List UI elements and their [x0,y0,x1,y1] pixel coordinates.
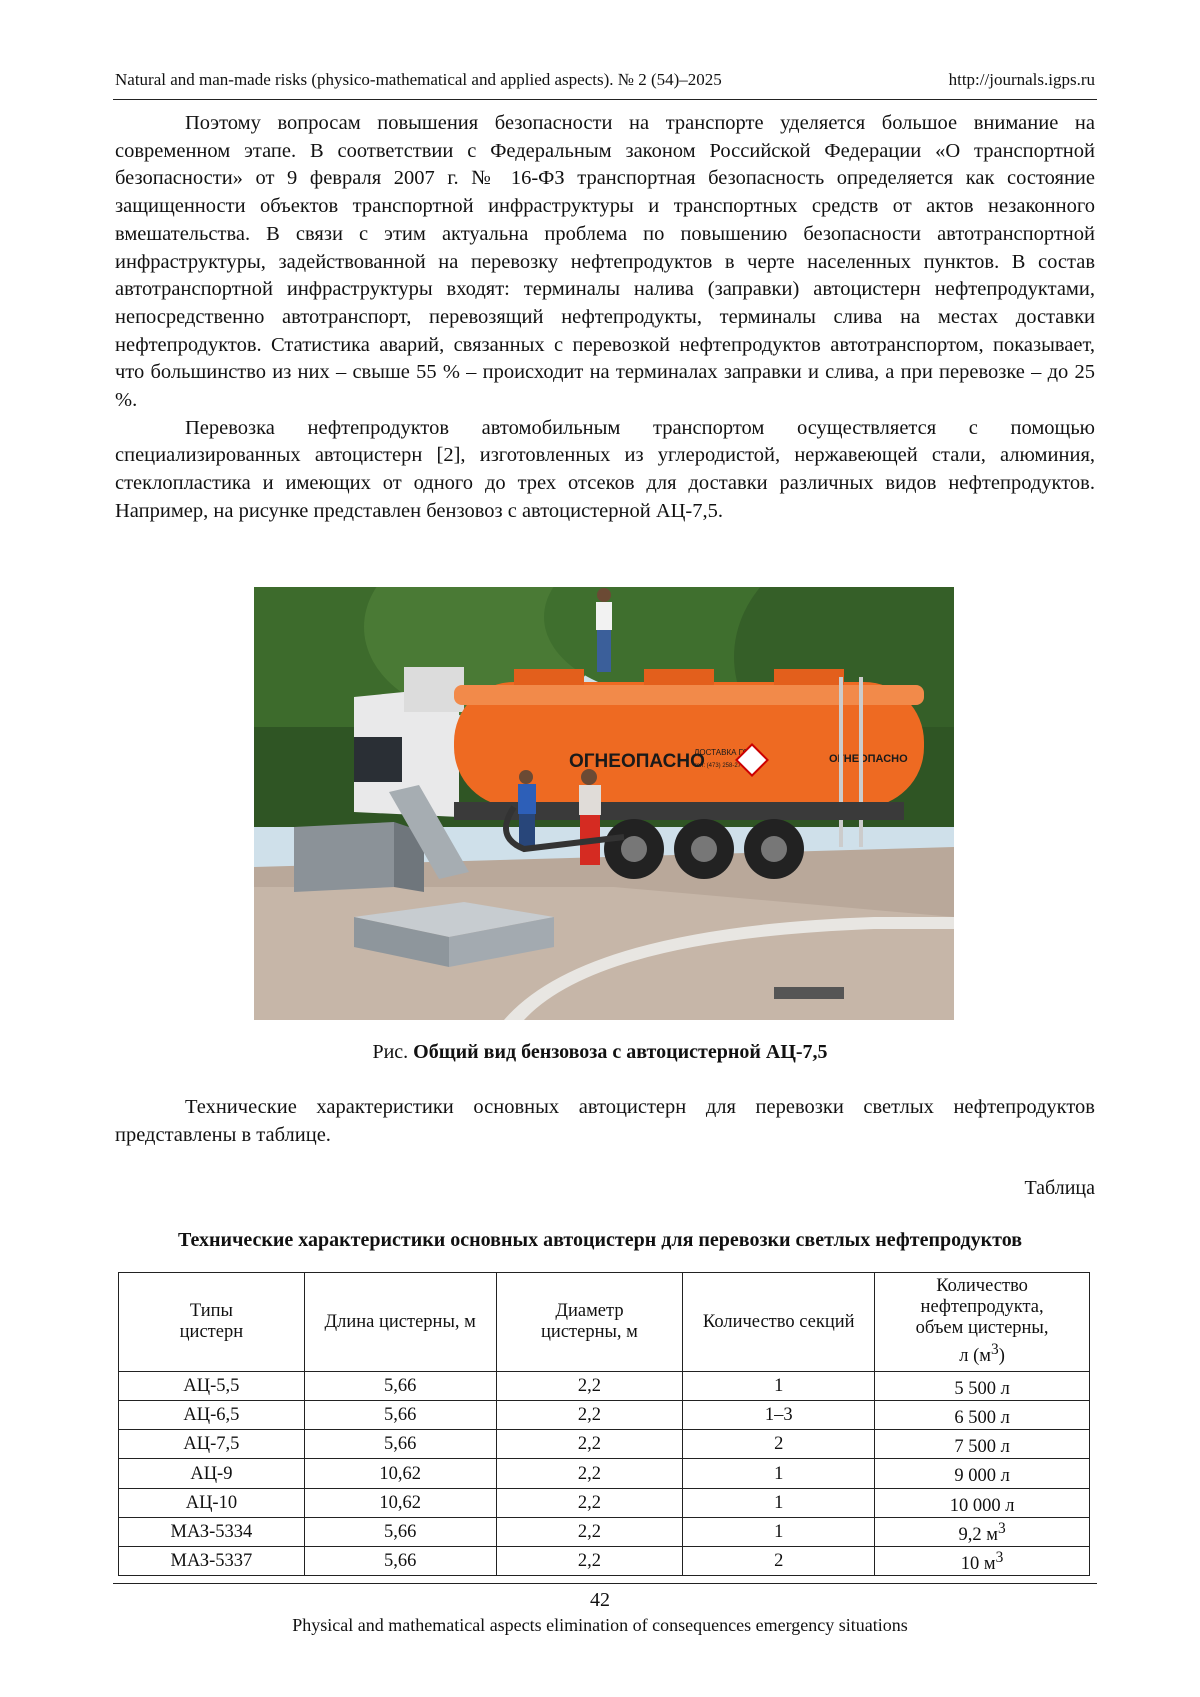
table-row: АЦ-10 10,62 2,2 1 10 000 л [119,1488,1090,1517]
journal-url[interactable]: http://journals.igps.ru [949,70,1095,96]
table-row: МАЗ-5337 5,66 2,2 2 10 м3 [119,1546,1090,1575]
table-row: АЦ-7,5 5,66 2,2 2 7 500 л [119,1430,1090,1459]
figure-caption [0,1041,1200,1064]
fuel-truck-photo [254,587,954,1020]
body-text-top [115,110,1095,526]
header-sections: Количество секций [683,1273,875,1372]
worker-top-head [597,588,611,602]
footer-divider [113,1583,1097,1584]
worker-blue-head [519,770,533,784]
header-diameter: Диаметр цистерны, м [496,1273,683,1372]
header-divider [113,99,1097,100]
tank-rear-label: ОГНЕОПАСНО [829,753,908,765]
tank-label: ОГНЕОПАСНО [569,751,705,772]
table-row: АЦ-6,5 5,66 2,2 1–3 6 500 л [119,1401,1090,1430]
drain-grate [774,987,844,999]
table-label: Таблица [1024,1177,1095,1200]
table-row: МАЗ-5334 5,66 2,2 1 9,2 м3 [119,1517,1090,1546]
footer-text: Physical and mathematical aspects elimination of consequences emergency situations [0,1615,1200,1636]
caption-prefix: Рис. [372,1041,408,1063]
worker-blue-body [518,784,536,814]
truck-illustration [254,587,954,1020]
tank-hatch-1 [514,669,584,685]
paragraph-transport: Перевозка нефтепродуктов автомобильным транспортом осуществляется с помощью специализированных автоцистерн [2], изготовленных из углеродистой, нержавеющей стали, алюминия, стеклопластика и имеющих от одного до трех отсеков для доставки различных видов нефтепродуктов. Например, на рисунке представлен бензовоз с автоцистерной АЦ-7,5. [115,415,1095,526]
hub-1 [621,836,647,862]
paragraph-table-intro: Технические характеристики основных автоцистерн для перевозки светлых нефтепродуктов представлены в таблице. [115,1094,1095,1149]
ladder-rail-left [839,677,843,847]
worker-top-body [596,602,612,630]
header-volume: Количество нефтепродукта, объем цистерны, л (м3) [875,1273,1090,1372]
worker-red-body [579,785,601,815]
tank-hatch-3 [774,669,844,685]
cab-window [354,737,402,782]
header-length: Длина цистерны, м [304,1273,496,1372]
hub-2 [691,836,717,862]
journal-title: Natural and man-made risks (physico-mathematical and applied aspects). № 2 (54)–2025 [115,70,722,96]
tank-highlight [454,685,924,705]
ground-box-left [294,822,394,892]
header-type: Типы цистерн [119,1273,305,1372]
page-number: 42 [0,1589,1200,1612]
table-row: АЦ-9 10,62 2,2 1 9 000 л [119,1459,1090,1488]
body-text-bottom [115,1094,1095,1149]
hub-3 [761,836,787,862]
tank-sublabel: ДОСТАВКА ГСМ [694,748,755,757]
paragraph-security: Поэтому вопросам повышения безопасности на транспорте уделяется большое внимание на современном этапе. В соответствии с Федеральным законом Российской Федерации «О транспортной безопасности» от 9 февраля 2007 г. № 16-ФЗ транспортная безопасность определяется как состояние защищенности объектов транспортной инфраструктуры и транспортных средств от актов незаконного вмешательства. В связи с этим актуальна проблема по повышению безопасности автотранспортной инфраструктуры, задействованной на перевозку нефтепродуктов в черте населенных пунктов. В состав автотранспортной инфраструктуры входят: терминалы налива (заправки) автоцистерн нефтепродуктами, непосредственно автотранспорт, перевозящий нефтепродукты, терминалы слива на местах доставки нефтепродуктов. Статистика аварий, связанных с перевозкой нефтепродуктов автотранспортом, показывает, что большинство из них – свыше 55 % – происходит на терминалах заправки и слива, а при перевозке – до 25 %. [115,110,1095,415]
tank-hatch-2 [644,669,714,685]
table-title: Технические характеристики основных автоцистерн для перевозки светлых нефтепродуктов [0,1229,1200,1252]
worker-blue-legs [519,814,535,849]
tank-phone: тел: (473) 258-27-05 [694,763,750,769]
tank-specs-table [118,1272,1090,1576]
page-header [115,70,1095,96]
worker-top-legs [597,630,611,672]
worker-red-head [581,769,597,785]
table-row: АЦ-5,5 5,66 2,2 1 5 500 л [119,1372,1090,1401]
table-header-row [119,1273,1090,1372]
ladder-rail-right [859,677,863,847]
caption-title: Общий вид бензовоза с автоцистерной АЦ-7,5 [413,1041,827,1063]
